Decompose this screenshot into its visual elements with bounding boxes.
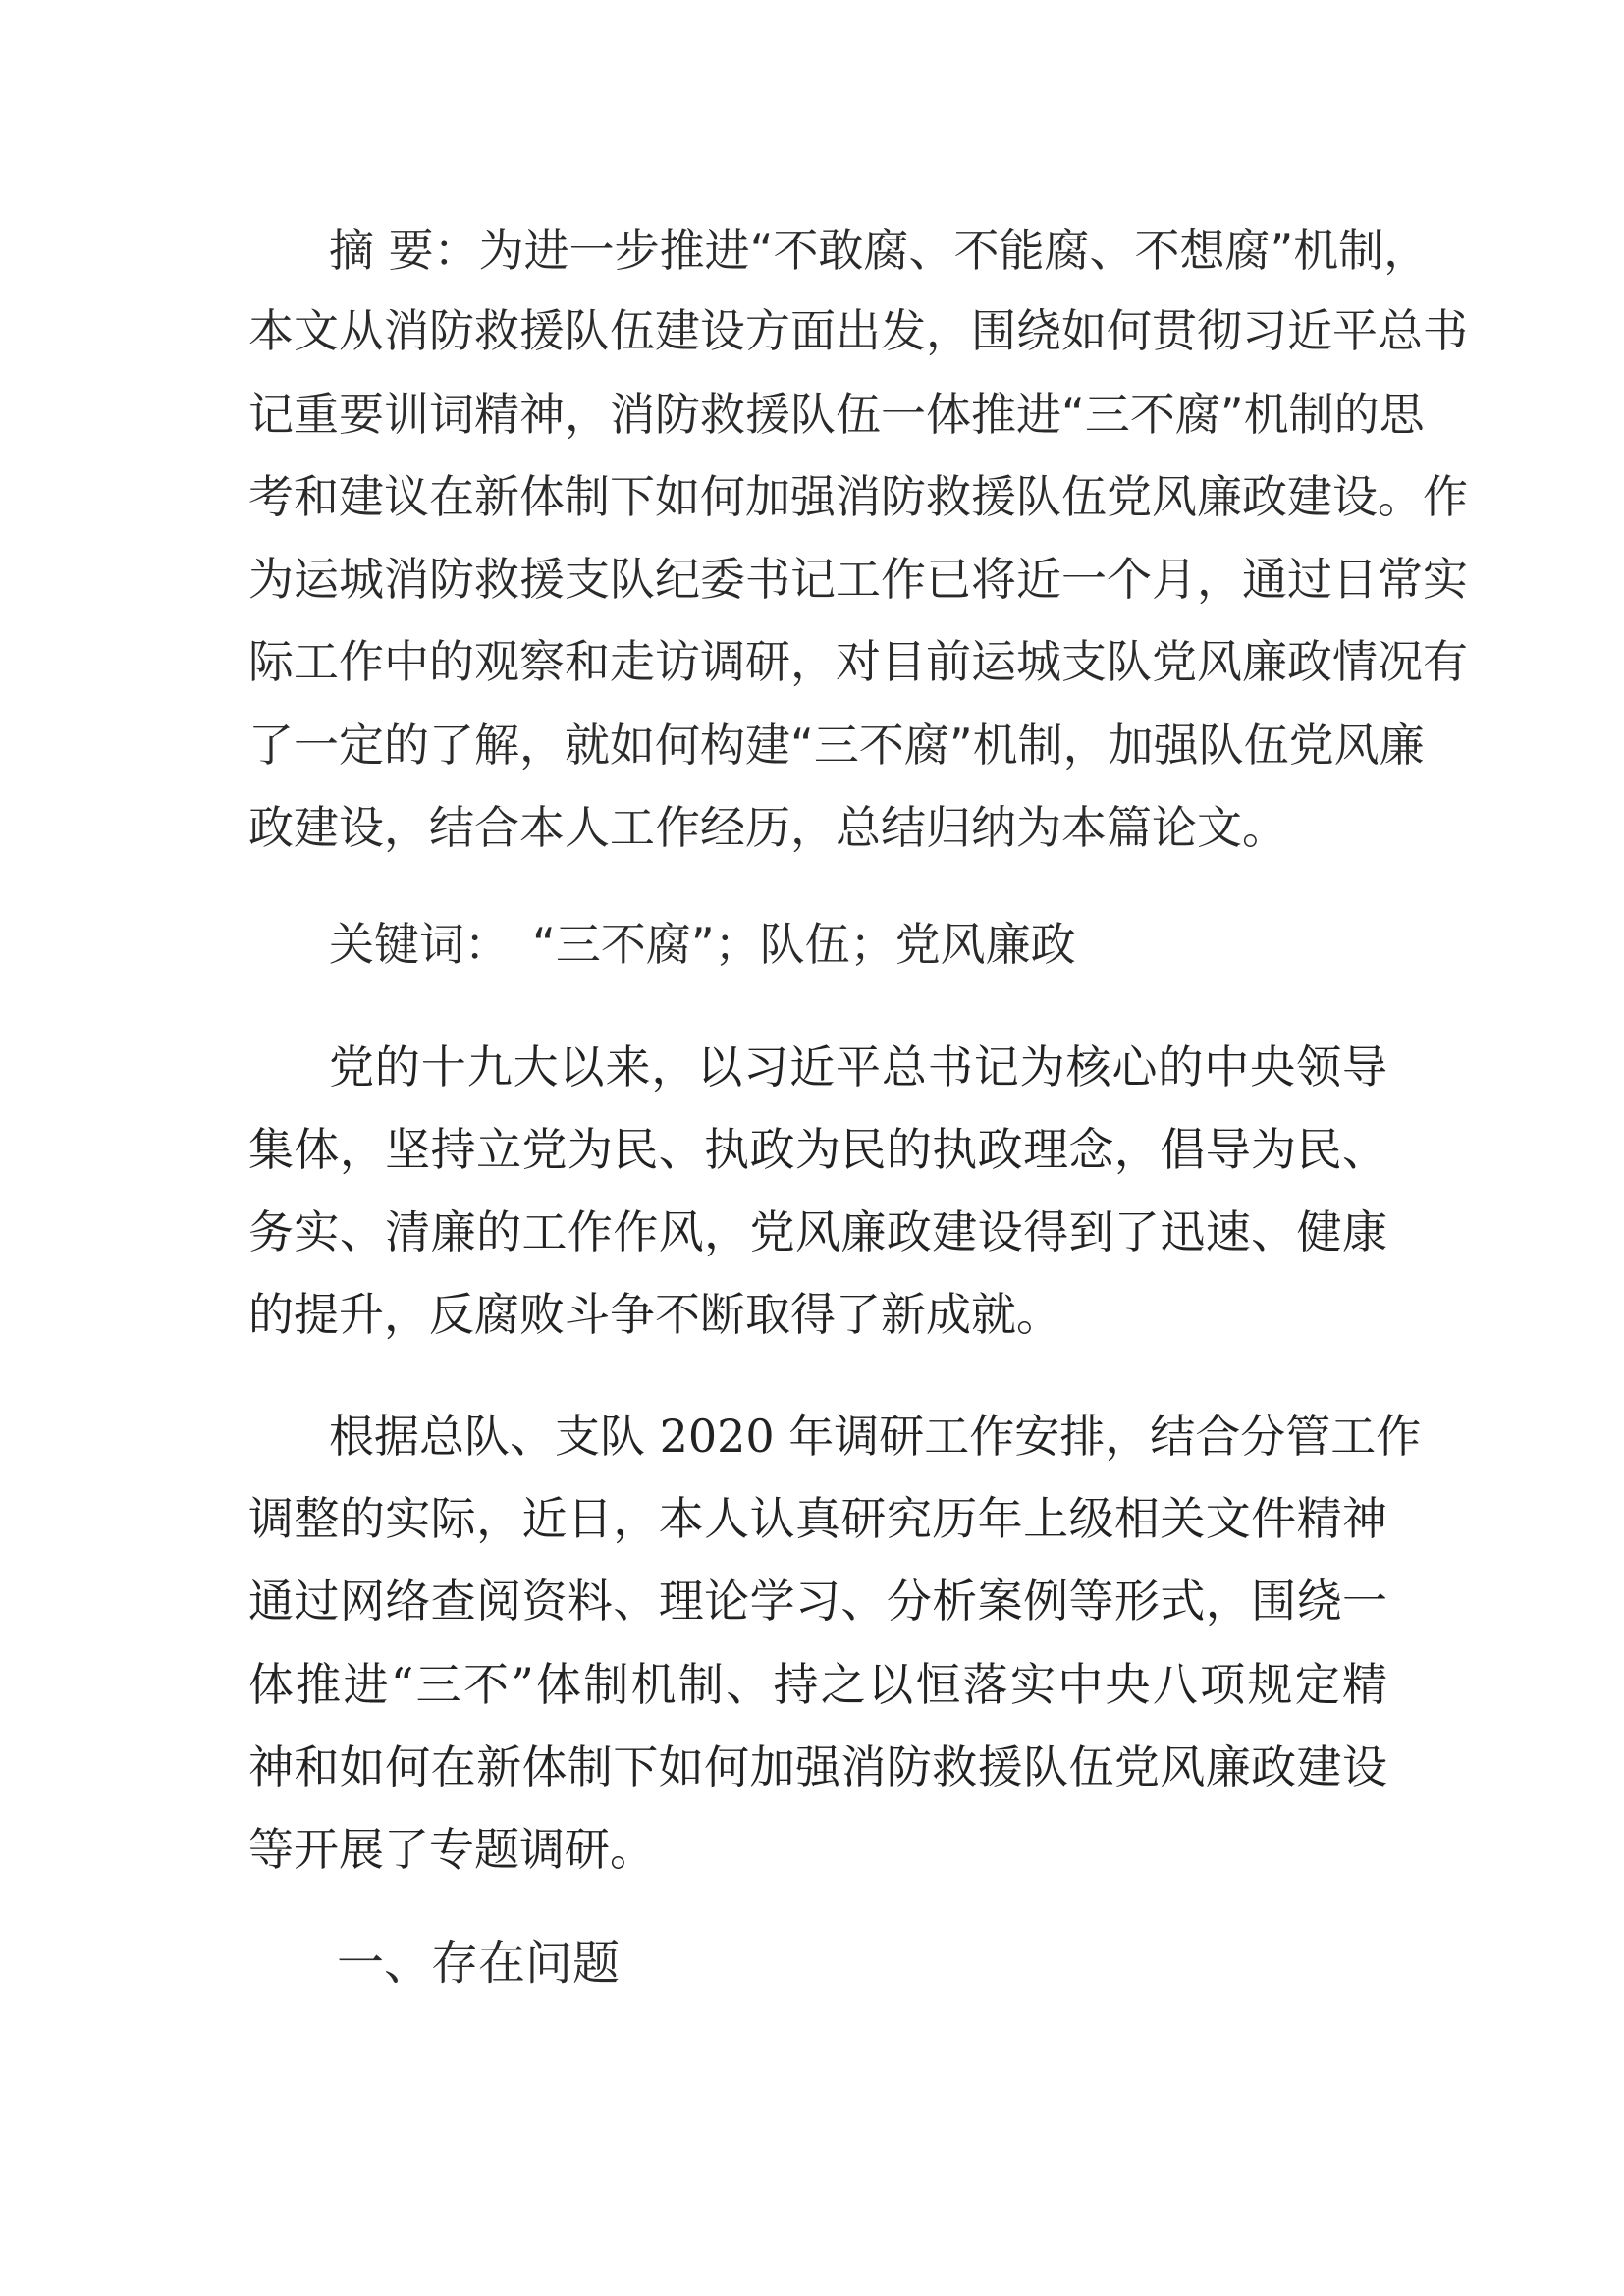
abstract-line: 记重要训词精神，消防救援队伍一体推进“三不腐”机制的思 — [248, 388, 1425, 441]
abstract-line: 本文从消防救援队伍建设方面出发，围绕如何贯彻习近平总书 — [248, 304, 1468, 357]
abstract-line: 了一定的了解，就如何构建“三不腐”机制，加强队伍党风廉 — [248, 719, 1425, 772]
paragraph-line: 神和如何在新体制下如何加强消防救援队伍党风廉政建设 — [248, 1740, 1387, 1793]
paragraph-line: 党的十九大以来，以习近平总书记为核心的中央领导 — [329, 1041, 1387, 1094]
abstract-line: 际工作中的观察和走访调研，对目前运城支队党风廉政情况有 — [248, 635, 1468, 688]
paragraph-line: 通过网络查阅资料、理论学习、分析案例等形式，围绕一 — [248, 1575, 1387, 1628]
keywords: 关键词： “三不腐”；队伍；党风廉政 — [329, 918, 1076, 971]
paragraph-line: 体推进“三不”体制机制、持之以恒落实中央八项规定精 — [248, 1658, 1387, 1711]
paragraph-line: 根据总队、支队 2020 年调研工作安排，结合分管工作 — [329, 1410, 1422, 1463]
paragraph-line: 务实、清廉的工作作风，党风廉政建设得到了迅速、健康 — [248, 1205, 1387, 1258]
paragraph-line: 集体，坚持立党为民、执政为民的执政理念，倡导为民、 — [248, 1123, 1387, 1176]
abstract-line: 摘 要：为进一步推进“不敢腐、不能腐、不想腐”机制， — [329, 224, 1430, 277]
abstract-line: 政建设，结合本人工作经历，总结归纳为本篇论文。 — [248, 801, 1287, 854]
section-heading: 一、存在问题 — [337, 1936, 621, 1991]
abstract-line: 考和建议在新体制下如何加强消防救援队伍党风廉政建设。作 — [248, 470, 1468, 523]
paragraph-line: 的提升，反腐败斗争不断取得了新成就。 — [248, 1288, 1061, 1341]
paragraph-line: 调整的实际，近日，本人认真研究历年上级相关文件精神 — [248, 1492, 1387, 1545]
abstract-line: 为运城消防救援支队纪委书记工作已将近一个月，通过日常实 — [248, 553, 1468, 606]
paragraph-line: 等开展了专题调研。 — [248, 1823, 655, 1876]
